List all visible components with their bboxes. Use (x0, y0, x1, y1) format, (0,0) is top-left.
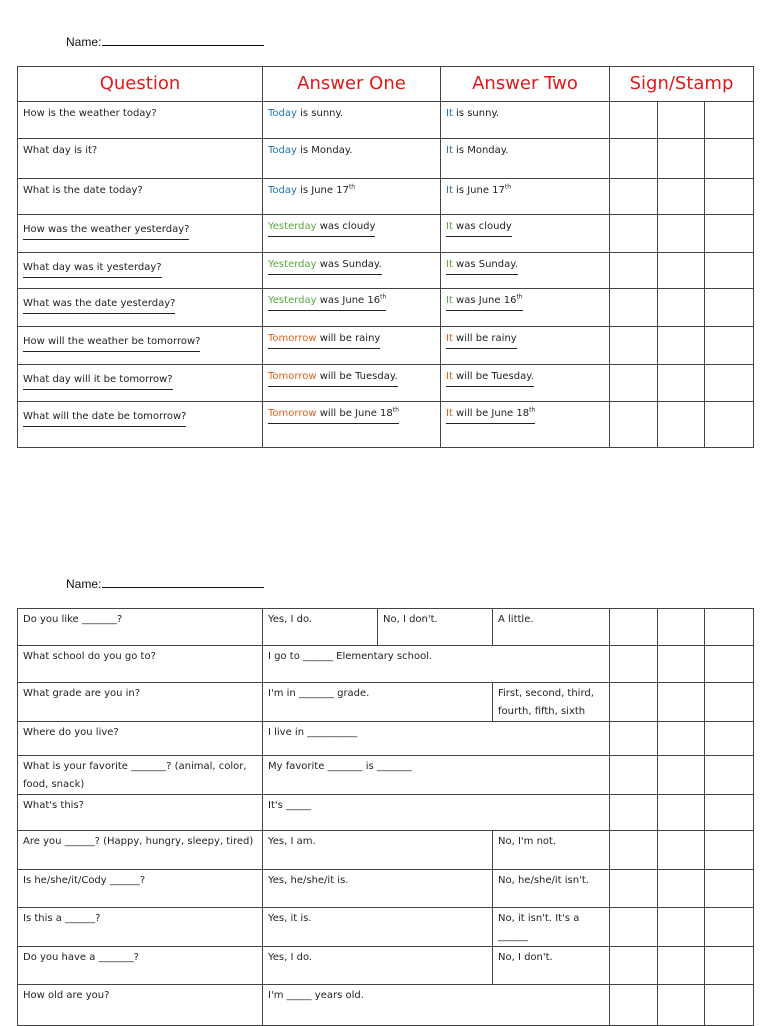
name-field-1 (66, 34, 264, 49)
answer-subject: It (446, 185, 453, 196)
stamp-box[interactable] (658, 102, 705, 139)
stamp-box[interactable] (658, 179, 705, 215)
question-cell (18, 870, 263, 908)
stamp-box[interactable] (610, 253, 658, 289)
stamp-box[interactable] (610, 609, 658, 646)
name-blank (102, 576, 264, 588)
answer-text: I go to ______ Elementary school. (268, 651, 433, 662)
answer-text (446, 330, 517, 349)
answer-one-cell (263, 795, 610, 831)
answer-text (446, 292, 523, 311)
answer-rest: was June 16 (452, 295, 517, 306)
answer-one-cell (263, 947, 493, 985)
answer-text: Yes, it is. (268, 913, 312, 924)
table-row (18, 139, 754, 179)
stamp-box[interactable] (658, 831, 705, 870)
stamp-box[interactable] (610, 947, 658, 985)
stamp-box[interactable] (705, 327, 754, 365)
stamp-box[interactable] (705, 683, 754, 722)
table-row (18, 609, 754, 646)
answer-subject: It (446, 221, 453, 232)
question-text: Is this a ______? (23, 913, 101, 924)
stamp-box[interactable] (610, 365, 658, 402)
name-field-2 (66, 576, 264, 591)
question-cell (18, 289, 263, 327)
answer-text: Yes, I am. (268, 836, 316, 847)
answer-two-cell (493, 908, 610, 947)
stamp-box[interactable] (658, 870, 705, 908)
answer-one-cell (263, 327, 441, 365)
answer-subject: It (446, 145, 453, 156)
stamp-box[interactable] (705, 722, 754, 756)
question-cell (18, 646, 263, 683)
stamp-box[interactable] (705, 870, 754, 908)
answer-one-cell (263, 253, 441, 289)
answer-subject: It (446, 408, 453, 419)
stamp-box[interactable] (658, 139, 705, 179)
stamp-box[interactable] (705, 795, 754, 831)
name-label: Name: (66, 35, 102, 49)
question-cell (18, 102, 263, 139)
answer-text: A little. (498, 614, 534, 625)
answer-two-cell (441, 327, 610, 365)
answer-rest: is sunny. (296, 108, 344, 119)
answer-subject: Yesterday (268, 295, 317, 306)
answer-rest: will be June 18 (316, 408, 393, 419)
question-cell (18, 985, 263, 1026)
stamp-box[interactable] (658, 289, 705, 327)
answer-rest: will be June 18 (452, 408, 530, 419)
answer-text (268, 292, 386, 311)
answer-subject: Yesterday (268, 221, 317, 232)
stamp-box[interactable] (610, 139, 658, 179)
answer-two-cell (441, 289, 610, 327)
header-answer-two: Answer Two (441, 67, 610, 102)
stamp-box[interactable] (705, 756, 754, 795)
table-row (18, 756, 754, 795)
stamp-box[interactable] (610, 646, 658, 683)
stamp-box[interactable] (705, 831, 754, 870)
header-sign-stamp: Sign/Stamp (610, 67, 754, 102)
stamp-box[interactable] (705, 646, 754, 683)
stamp-box[interactable] (610, 908, 658, 947)
answer-text (446, 405, 535, 424)
answer-one-cell (263, 683, 493, 722)
answer-text (446, 105, 499, 123)
stamp-box[interactable] (658, 327, 705, 365)
answer-text (446, 256, 518, 275)
answer-text: Yes, I do. (268, 614, 313, 625)
stamp-box[interactable] (610, 795, 658, 831)
answer-text (268, 218, 375, 237)
stamp-box[interactable] (610, 870, 658, 908)
stamp-box[interactable] (658, 402, 705, 448)
answer-text (268, 105, 343, 123)
stamp-box[interactable] (658, 908, 705, 947)
stamp-box[interactable] (658, 646, 705, 683)
question-text: How will the weather be tomorrow? (23, 330, 200, 352)
answer-text: It's _____ (268, 800, 312, 811)
answer-one-cell (263, 215, 441, 253)
answer-one-cell (263, 908, 493, 947)
table-row (18, 365, 754, 402)
answer-one-cell (263, 402, 441, 448)
answer-rest: will be rainy (452, 333, 517, 344)
answer-one-cell (263, 646, 610, 683)
answer-text (446, 142, 508, 160)
answer-text: Yes, I do. (268, 952, 313, 963)
stamp-box[interactable] (658, 253, 705, 289)
table-row (18, 985, 754, 1026)
stamp-box[interactable] (705, 947, 754, 985)
answer-two-cell (441, 365, 610, 402)
name-label: Name: (66, 577, 102, 591)
header-question: Question (18, 67, 263, 102)
ordinal-suffix: th (348, 183, 356, 191)
answer-rest: was cloudy (316, 221, 376, 232)
table-row (18, 179, 754, 215)
answer-rest: is Monday. (296, 145, 353, 156)
answer-one-cell (263, 289, 441, 327)
stamp-box[interactable] (705, 609, 754, 646)
answer-subject: Today (268, 185, 297, 196)
answer-two-cell (441, 253, 610, 289)
stamp-box[interactable] (705, 365, 754, 402)
answer-one-cell (263, 365, 441, 402)
table-row (18, 253, 754, 289)
question-text: How old are you? (23, 990, 110, 1001)
answer-text: I live in __________ (268, 727, 358, 738)
answer-text: Yes, he/she/it is. (268, 875, 349, 886)
answer-text (268, 405, 399, 424)
header-answer-one: Answer One (263, 67, 441, 102)
stamp-box[interactable] (705, 253, 754, 289)
answer-one-cell (263, 831, 493, 870)
stamp-box[interactable] (658, 756, 705, 795)
question-text: What day will it be tomorrow? (23, 368, 173, 390)
stamp-box[interactable] (705, 985, 754, 1026)
stamp-box[interactable] (658, 795, 705, 831)
question-text: What will the date be tomorrow? (23, 405, 186, 427)
answer-text (446, 368, 534, 387)
question-cell (18, 795, 263, 831)
answer-text: My favorite _______ is _______ (268, 761, 412, 772)
question-cell (18, 756, 263, 795)
name-blank (102, 34, 264, 46)
answer-rest: is sunny. (452, 108, 500, 119)
answer-rest: was cloudy (452, 221, 512, 232)
answer-two-cell (441, 215, 610, 253)
answer-rest: is June 17 (296, 185, 349, 196)
stamp-box[interactable] (705, 402, 754, 448)
answer-two-cell (493, 947, 610, 985)
answer-text: No, he/she/it isn't. (498, 875, 589, 886)
answer-rest: was Sunday. (452, 259, 518, 270)
question-cell (18, 215, 263, 253)
question-cell (18, 327, 263, 365)
ordinal-suffix: th (516, 293, 523, 301)
stamp-box[interactable] (610, 831, 658, 870)
answer-rest: will be Tuesday. (316, 371, 398, 382)
question-cell (18, 683, 263, 722)
question-cell (18, 402, 263, 448)
answer-one-cell (263, 609, 378, 646)
answer-two-cell (378, 609, 493, 646)
table-row (18, 947, 754, 985)
answer-subject: Today (268, 108, 297, 119)
header-row (18, 67, 754, 102)
answer-subject: Today (268, 145, 297, 156)
question-text: Is he/she/it/Cody ______? (23, 875, 146, 886)
answer-text: No, I'm not. (498, 836, 557, 847)
answer-subject: Tomorrow (268, 408, 317, 419)
weather-date-table (17, 66, 754, 448)
question-text: Are you ______? (Happy, hungry, sleepy, tired) (23, 836, 254, 847)
answer-one-cell (263, 139, 441, 179)
answer-subject: Yesterday (268, 259, 317, 270)
answer-rest: will be rainy (316, 333, 381, 344)
answer-text: First, second, third, fourth, fifth, sixth (498, 688, 594, 717)
table-row (18, 683, 754, 722)
question-cell (18, 722, 263, 756)
answer-text: No, I don't. (383, 614, 438, 625)
stamp-box[interactable] (658, 683, 705, 722)
table-row (18, 215, 754, 253)
answer-subject: It (446, 333, 453, 344)
answer-one-cell (263, 985, 610, 1026)
answer-rest: was Sunday. (316, 259, 382, 270)
question-text: What's this? (23, 800, 84, 811)
answer-one-cell (263, 179, 441, 215)
stamp-box[interactable] (610, 327, 658, 365)
stamp-box[interactable] (610, 402, 658, 448)
answer-subject: Tomorrow (268, 371, 317, 382)
question-cell (18, 831, 263, 870)
table-row (18, 870, 754, 908)
question-text: Where do you live? (23, 727, 119, 738)
question-cell (18, 365, 263, 402)
table-row (18, 289, 754, 327)
answer-rest: will be Tuesday. (452, 371, 534, 382)
stamp-box[interactable] (610, 215, 658, 253)
stamp-box[interactable] (705, 289, 754, 327)
question-text: What was the date yesterday? (23, 292, 175, 314)
question-text: What grade are you in? (23, 688, 141, 699)
question-text: How was the weather yesterday? (23, 218, 189, 240)
stamp-box[interactable] (705, 139, 754, 179)
stamp-box[interactable] (705, 102, 754, 139)
answer-one-cell (263, 756, 610, 795)
answer-text (268, 142, 353, 160)
answer-subject: Tomorrow (268, 333, 317, 344)
answer-two-cell (441, 139, 610, 179)
answer-rest: is June 17 (452, 185, 505, 196)
stamp-box[interactable] (610, 722, 658, 756)
stamp-box[interactable] (705, 179, 754, 215)
answer-one-cell (263, 102, 441, 139)
question-cell (18, 947, 263, 985)
table-row (18, 722, 754, 756)
answer-two-cell (441, 102, 610, 139)
ordinal-suffix: th (380, 293, 387, 301)
answer-subject: It (446, 295, 453, 306)
table-row (18, 402, 754, 448)
answer-text (446, 218, 512, 237)
question-cell (18, 139, 263, 179)
answer-one-cell (263, 722, 610, 756)
answer-text: I'm in _______ grade. (268, 688, 370, 699)
stamp-box[interactable] (610, 683, 658, 722)
stamp-box[interactable] (658, 365, 705, 402)
question-text: Do you have a _______? (23, 952, 139, 963)
stamp-box[interactable] (658, 215, 705, 253)
table-row (18, 795, 754, 831)
answer-text (268, 182, 355, 200)
question-cell (18, 609, 263, 646)
stamp-box[interactable] (658, 722, 705, 756)
answer-two-cell (493, 870, 610, 908)
answer-subject: It (446, 371, 453, 382)
answer-two-cell (493, 831, 610, 870)
table-row (18, 102, 754, 139)
answer-rest: was June 16 (316, 295, 381, 306)
stamp-box[interactable] (610, 179, 658, 215)
table-row (18, 908, 754, 947)
answer-subject: It (446, 108, 453, 119)
answer-text: I'm _____ years old. (268, 990, 364, 1001)
stamp-box[interactable] (658, 985, 705, 1026)
question-cell (18, 179, 263, 215)
answer-text: No, I don't. (498, 952, 553, 963)
table-row (18, 646, 754, 683)
question-text: Do you like _______? (23, 614, 123, 625)
table-row (18, 831, 754, 870)
question-cell (18, 908, 263, 947)
answer-rest: is Monday. (452, 145, 509, 156)
answer-two-cell (441, 179, 610, 215)
answer-text (268, 330, 380, 349)
answer-text: No, it isn't. It's a ______ (498, 913, 580, 942)
question-text: What day is it? (23, 145, 98, 156)
table-row (18, 327, 754, 365)
stamp-box[interactable] (658, 609, 705, 646)
question-text: What is the date today? (23, 185, 143, 196)
stamp-box[interactable] (610, 102, 658, 139)
stamp-box[interactable] (610, 756, 658, 795)
ordinal-suffix: th (529, 406, 536, 414)
answer-two-cell (493, 683, 610, 722)
question-text: What school do you go to? (23, 651, 156, 662)
answer-subject: It (446, 259, 453, 270)
question-cell (18, 253, 263, 289)
question-text: What is your favorite _______? (animal, color, food, snack) (23, 761, 247, 790)
answer-text (446, 182, 511, 200)
answer-text (268, 256, 382, 275)
stamp-box[interactable] (705, 215, 754, 253)
answer-one-cell (263, 870, 493, 908)
stamp-box[interactable] (610, 985, 658, 1026)
stamp-box[interactable] (658, 947, 705, 985)
answer-text (268, 368, 398, 387)
personal-questions-table (17, 608, 754, 1026)
ordinal-suffix: th (504, 183, 512, 191)
answer-two-cell (441, 402, 610, 448)
stamp-box[interactable] (705, 908, 754, 947)
question-text: How is the weather today? (23, 108, 157, 119)
ordinal-suffix: th (392, 406, 399, 414)
question-text: What day was it yesterday? (23, 256, 162, 278)
answer-three-cell (493, 609, 610, 646)
stamp-box[interactable] (610, 289, 658, 327)
